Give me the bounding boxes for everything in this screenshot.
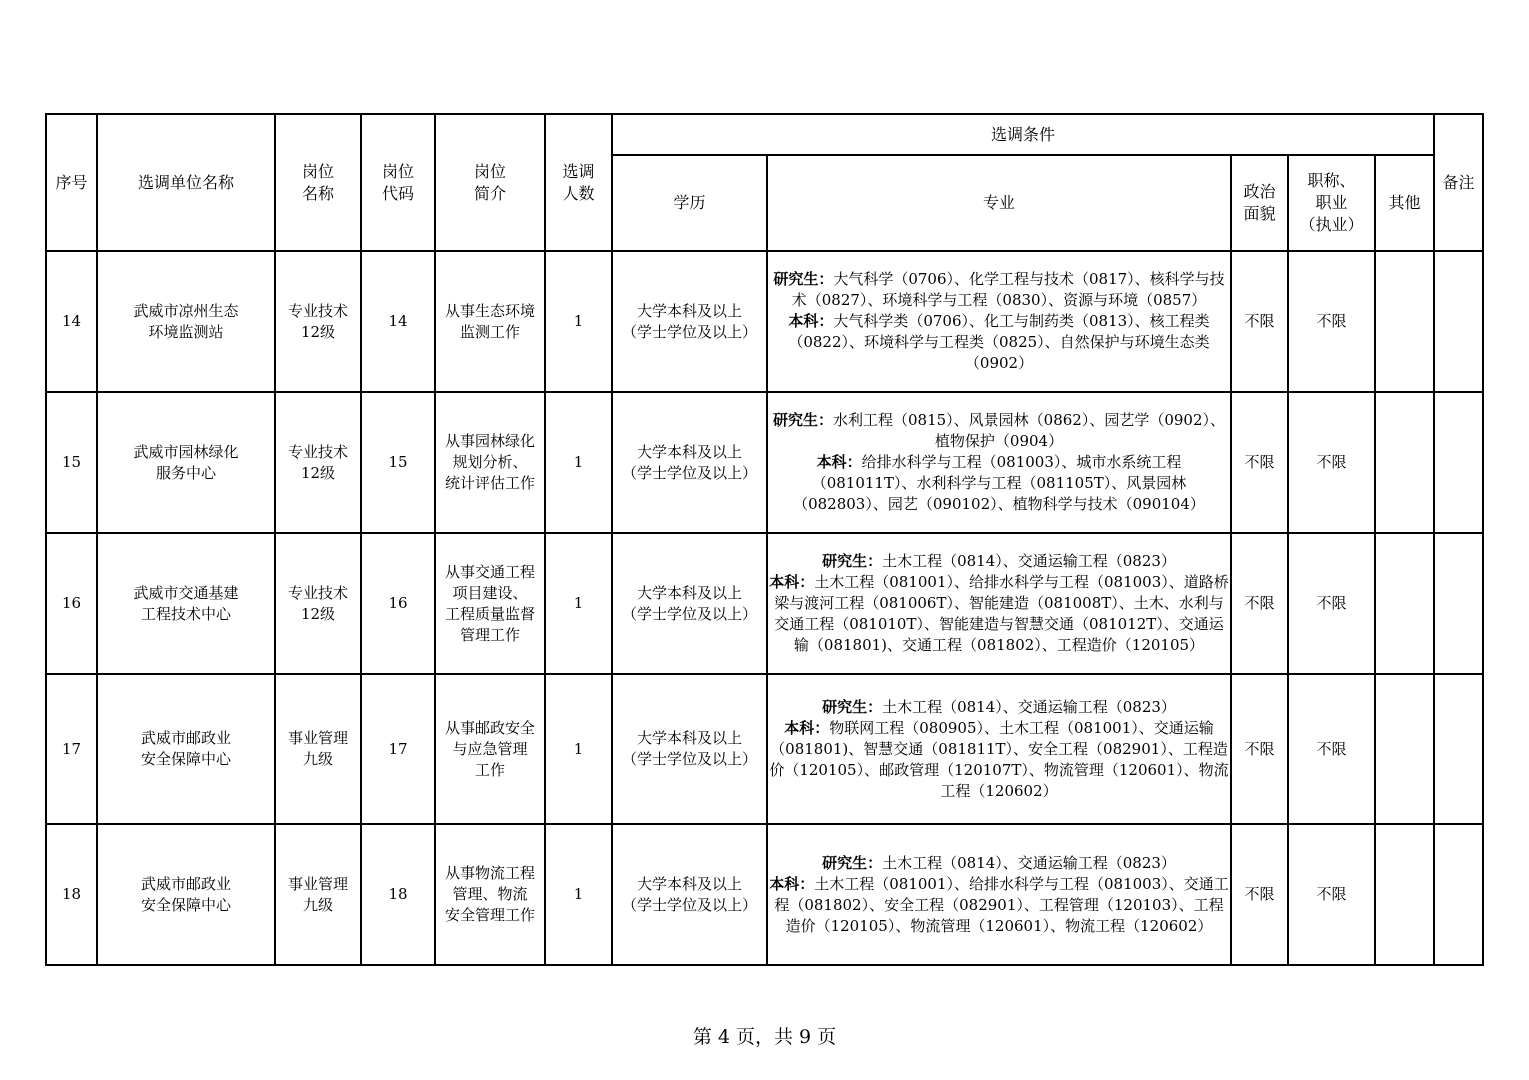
header-post-name: 岗位 名称: [275, 114, 361, 251]
cell-post-intro: 从事园林绿化 规划分析、 统计评估工作: [435, 392, 545, 533]
grad-label: 研究生：: [822, 853, 883, 872]
cell-other: [1375, 251, 1434, 392]
cell-other: [1375, 824, 1434, 965]
cell-education: 大学本科及以上 （学士学位及以上）: [612, 824, 767, 965]
cell-remarks: [1434, 533, 1483, 674]
cell-post-code: 15: [361, 392, 435, 533]
header-major: 专业: [767, 155, 1231, 251]
ug-label: 本科：: [784, 718, 830, 737]
cell-other: [1375, 674, 1434, 824]
cell-post-name: 事业管理 九级: [275, 674, 361, 824]
cell-other: [1375, 392, 1434, 533]
grad-label: 研究生：: [822, 552, 883, 570]
cell-post-name: 专业技术 12级: [275, 533, 361, 674]
grad-majors: 土木工程（0814）、交通运输工程（0823）: [882, 853, 1176, 872]
cell-title: 不限: [1288, 674, 1375, 824]
header-conditions: 选调条件: [612, 114, 1434, 155]
cell-post-intro: 从事物流工程 管理、物流 安全管理工作: [435, 824, 545, 965]
cell-unit: 武威市邮政业 安全保障中心: [97, 674, 275, 824]
cell-post-code: 14: [361, 251, 435, 392]
cell-unit: 武威市园林绿化 服务中心: [97, 392, 275, 533]
grad-majors: 水利工程（0815）、风景园林（0862）、园艺学（0902）、植物保护（0904）: [832, 411, 1226, 450]
ug-label: 本科：: [769, 874, 815, 893]
cell-political: 不限: [1231, 533, 1288, 674]
cell-unit: 武威市邮政业 安全保障中心: [97, 824, 275, 965]
table-row: [46, 533, 1483, 674]
cell-seq: 15: [46, 392, 97, 533]
grad-label: 研究生：: [773, 270, 834, 288]
cell-political: 不限: [1231, 392, 1288, 533]
ug-majors: 土木工程（081001）、给排水科学与工程（081003）、交通工程（081802）、安全工程（082901）、工程管理（120103）、工程造价（120105）、物流管理（120601）、物流工程（120602）: [774, 874, 1229, 935]
cell-education: 大学本科及以上 （学士学位及以上）: [612, 251, 767, 392]
ug-majors: 物联网工程（080905）、土木工程（081001）、交通运输（081801)、智慧交通（081811T）、安全工程（082901）、工程造价（120105）、邮政管理（120107T）、物流管理（120601）、物流工程（120602）: [769, 718, 1229, 800]
cell-title: 不限: [1288, 392, 1375, 533]
cell-count: 1: [545, 674, 612, 824]
grad-label: 研究生：: [772, 411, 833, 429]
cell-title: 不限: [1288, 251, 1375, 392]
cell-major: [767, 533, 1231, 674]
cell-remarks: [1434, 674, 1483, 824]
cell-unit: 武威市交通基建 工程技术中心: [97, 533, 275, 674]
cell-post-name: 专业技术 12级: [275, 251, 361, 392]
cell-count: 1: [545, 533, 612, 674]
table-row: [46, 392, 1483, 533]
cell-remarks: [1434, 251, 1483, 392]
header-other: 其他: [1375, 155, 1434, 251]
cell-post-code: 16: [361, 533, 435, 674]
cell-count: 1: [545, 251, 612, 392]
cell-education: 大学本科及以上 （学士学位及以上）: [612, 533, 767, 674]
cell-major: [767, 392, 1231, 533]
cell-political: 不限: [1231, 674, 1288, 824]
header-count: 选调 人数: [545, 114, 612, 251]
cell-post-name: 事业管理 九级: [275, 824, 361, 965]
cell-seq: 16: [46, 533, 97, 674]
cell-count: 1: [545, 824, 612, 965]
cell-title: 不限: [1288, 824, 1375, 965]
table-row: [46, 824, 1483, 965]
cell-other: [1375, 533, 1434, 674]
grad-label: 研究生：: [822, 697, 883, 716]
header-education: 学历: [612, 155, 767, 251]
ug-label: 本科：: [816, 453, 862, 471]
cell-post-intro: 从事邮政安全 与应急管理 工作: [435, 674, 545, 824]
cell-seq: 18: [46, 824, 97, 965]
cell-major: [767, 824, 1231, 965]
page-footer: 第 4 页，共 9 页: [692, 1026, 837, 1048]
header-unit: 选调单位名称: [97, 114, 275, 251]
table-row: [46, 251, 1483, 392]
cell-education: 大学本科及以上 （学士学位及以上）: [612, 392, 767, 533]
ug-majors: 大气科学类（0706）、化工与制药类（0813）、核工程类（0822）、环境科学与工程类（0825）、自然保护与环境生态类（0902）: [788, 312, 1210, 372]
cell-count: 1: [545, 392, 612, 533]
cell-title: 不限: [1288, 533, 1375, 674]
ug-majors: 给排水科学与工程（081003）、城市水系统工程（081011T）、水利科学与工程（081105T）、风景园林（082803）、园艺（090102）、植物科学与技术（090104）: [793, 453, 1205, 513]
cell-post-intro: 从事生态环境 监测工作: [435, 251, 545, 392]
cell-post-code: 17: [361, 674, 435, 824]
cell-unit: 武威市凉州生态 环境监测站: [97, 251, 275, 392]
cell-major: [767, 674, 1231, 824]
cell-post-code: 18: [361, 824, 435, 965]
ug-label: 本科：: [769, 573, 815, 591]
cell-political: 不限: [1231, 824, 1288, 965]
ug-label: 本科：: [788, 312, 834, 330]
recruitment-table: [45, 113, 1484, 966]
header-post-intro: 岗位 简介: [435, 114, 545, 251]
cell-remarks: [1434, 392, 1483, 533]
ug-majors: 土木工程（081001）、给排水科学与工程（081003）、道路桥梁与渡河工程（081006T）、智能建造（081008T）、土木、水利与交通工程（081010T）、智能建造与智慧交通（081012T）、交通运输（081801)、交通工程（081802）、工程造价（120105）: [774, 573, 1229, 654]
header-title: 职称、 职业 （执业）: [1288, 155, 1375, 251]
header-remarks: 备注: [1434, 114, 1483, 251]
cell-political: 不限: [1231, 251, 1288, 392]
cell-seq: 14: [46, 251, 97, 392]
cell-major: [767, 251, 1231, 392]
cell-remarks: [1434, 824, 1483, 965]
cell-education: 大学本科及以上 （学士学位及以上）: [612, 674, 767, 824]
grad-majors: 土木工程（0814）、交通运输工程（0823）: [882, 552, 1176, 570]
table-row: [46, 674, 1483, 824]
cell-post-name: 专业技术 12级: [275, 392, 361, 533]
header-seq: 序号: [46, 114, 97, 251]
cell-post-intro: 从事交通工程 项目建设、 工程质量监督 管理工作: [435, 533, 545, 674]
grad-majors: 大气科学（0706）、化学工程与技术（0817）、核科学与技术（0827）、环境科学与工程（0830）、资源与环境（0857）: [791, 270, 1225, 309]
header-post-code: 岗位 代码: [361, 114, 435, 251]
cell-seq: 17: [46, 674, 97, 824]
grad-majors: 土木工程（0814）、交通运输工程（0823）: [882, 697, 1176, 716]
header-political: 政治 面貌: [1231, 155, 1288, 251]
